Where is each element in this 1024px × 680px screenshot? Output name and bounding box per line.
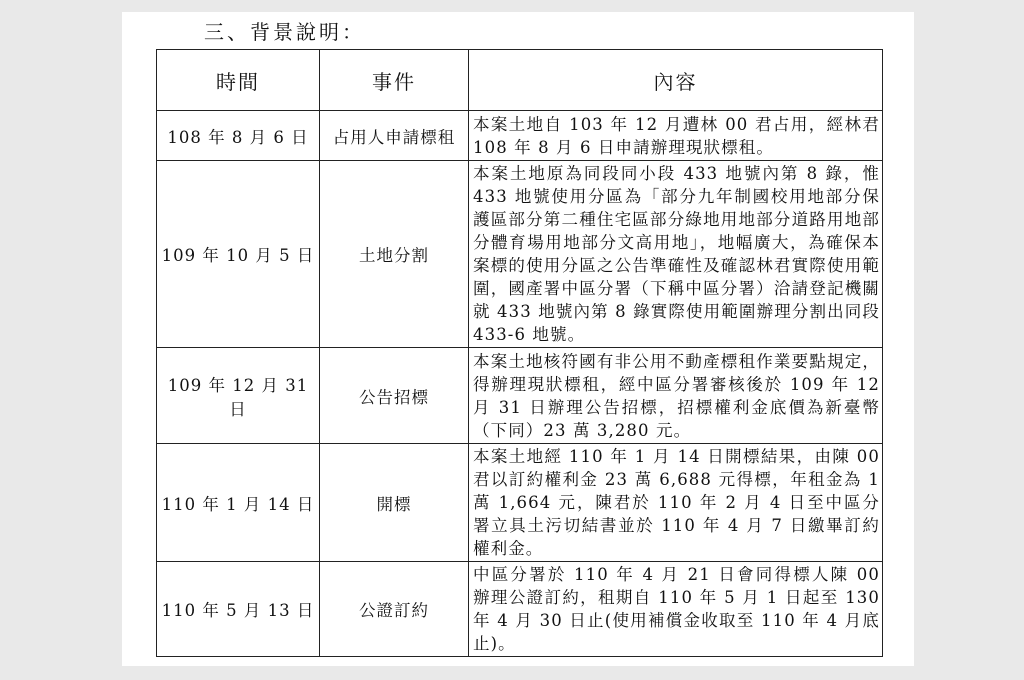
- row-event: 開標: [320, 444, 469, 562]
- row-date: 110 年 1 月 14 日: [157, 444, 320, 562]
- row-event: 公告招標: [320, 348, 469, 444]
- table-row: [157, 562, 883, 657]
- row-date: 108 年 8 月 6 日: [157, 111, 320, 161]
- table-row: [157, 444, 883, 562]
- row-date: 110 年 5 月 13 日: [157, 562, 320, 657]
- header-event: 事件: [320, 50, 469, 111]
- row-content: 中區分署於 110 年 4 月 21 日會同得標人陳 00 辦理公證訂約，租期自 110 年 5 月 1 日起至 130 年 4 月 30 日止(使用補償金收取至 110 年 4 月底止)。: [469, 562, 883, 657]
- table-row: [157, 111, 883, 161]
- row-date: 109 年 10 月 5 日: [157, 161, 320, 348]
- background-table: [156, 49, 883, 657]
- row-content: 本案土地原為同段同小段 433 地號內第 8 錄，惟 433 地號使用分區為「部分九年制國校用地部分保護區部分第二種住宅區部分綠地用地部分道路用地部分體育場用地部分文高用地」，地幅廣大，為確保本案標的使用分區之公告準確性及確認林君實際使用範圍，國產署中區分署（下稱中區分署）洽請登記機關就 433 地號內第 8 錄實際使用範圍辦理分割出同段 433-6 地號。: [469, 161, 883, 348]
- row-event: 土地分割: [320, 161, 469, 348]
- table-header-row: [157, 50, 883, 111]
- table-row: [157, 161, 883, 348]
- row-date: 109 年 12 月 31 日: [157, 348, 320, 444]
- row-event: 公證訂約: [320, 562, 469, 657]
- section-heading: 三、背景說明：: [204, 20, 365, 44]
- header-content: 內容: [469, 50, 883, 111]
- row-content: 本案土地經 110 年 1 月 14 日開標結果，由陳 00 君以訂約權利金 23 萬 6,688 元得標，年租金為 1 萬 1,664 元，陳君於 110 年 2 月 4 日至中區分署立具土污切結書並於 110 年 4 月 7 日繳畢訂約權利金。: [469, 444, 883, 562]
- header-time: 時間: [157, 50, 320, 111]
- table-row: [157, 348, 883, 444]
- row-content: 本案土地核符國有非公用不動產標租作業要點規定，得辦理現狀標租，經中區分署審核後於 109 年 12 月 31 日辦理公告招標，招標權利金底價為新臺幣（下同）23 萬 3,280 元。: [469, 348, 883, 444]
- row-content: 本案土地自 103 年 12 月遭林 00 君占用，經林君 108 年 8 月 6 日申請辦理現狀標租。: [469, 111, 883, 161]
- document-page: [122, 12, 914, 666]
- row-event: 占用人申請標租: [320, 111, 469, 161]
